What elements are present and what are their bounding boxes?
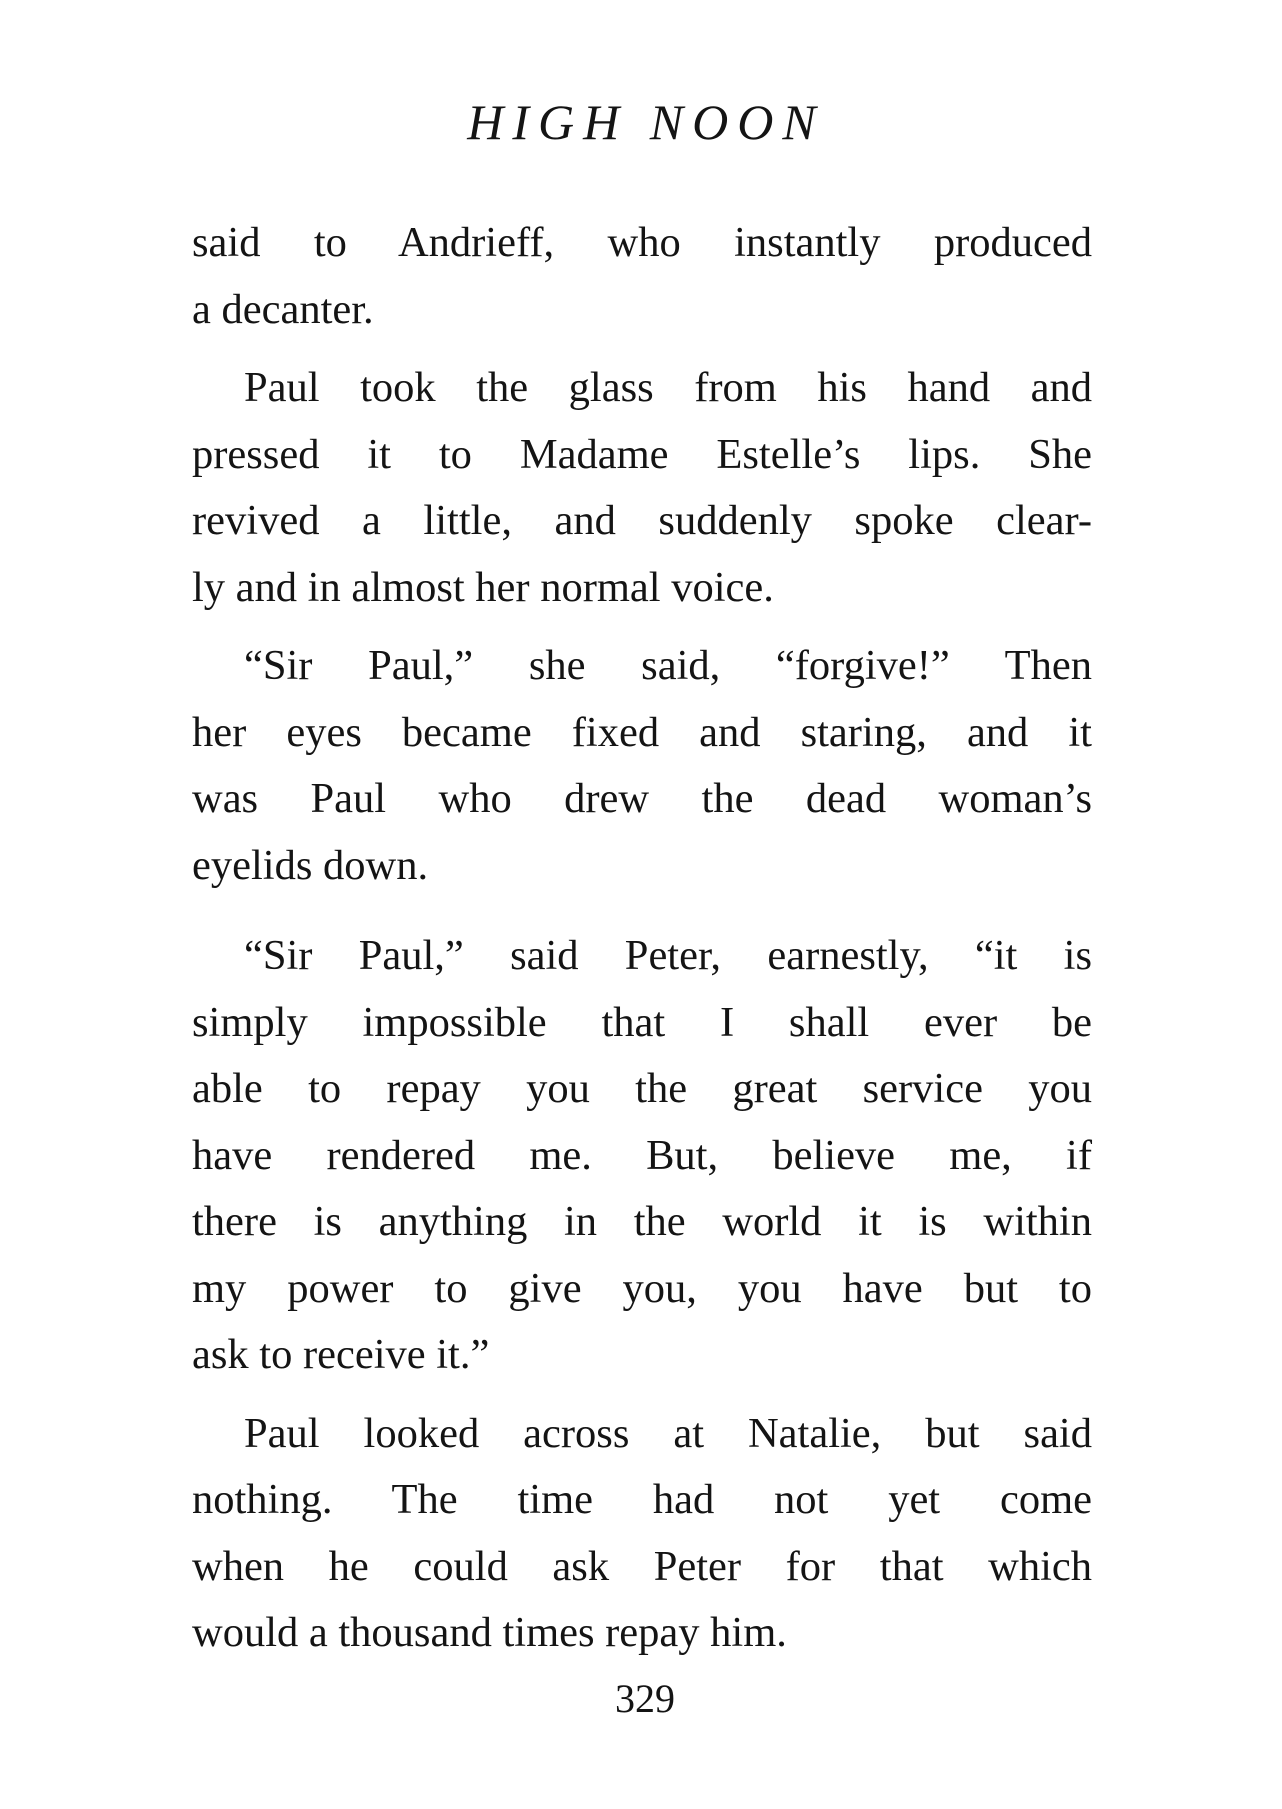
paragraph-gap [192,343,1092,355]
text-line: eyelids down. [192,841,429,889]
paragraph [192,923,1092,1389]
paragraph [192,1401,1092,1667]
text-line: Paul took the glass from his hand and [244,364,1092,411]
page-number: 329 [615,1676,675,1721]
text-line: ly and in almost her normal voice. [192,563,774,611]
text-line: pressed it to Madame Estelle’s lips. She [192,430,1092,478]
paragraph [192,355,1092,621]
section-break [192,899,1092,923]
text-line: “Sir Paul,” she said, “forgive!” Then [244,642,1092,689]
running-head: HIGH NOON [467,94,825,150]
body-text [192,210,1092,1667]
text-line: her eyes became fixed and staring, and it [192,708,1092,756]
text-line: a decanter. [192,285,374,333]
text-line: able to repay you the great service you [192,1065,1092,1112]
paragraph [192,210,1092,343]
text-line: was Paul who drew the dead woman’s [192,775,1092,822]
paragraph-gap [192,1389,1092,1401]
text-line: there is anything in the world it is within [192,1198,1092,1245]
text-line: would a thousand times repay him. [192,1609,787,1656]
text-line: have rendered me. But, believe me, if [192,1131,1092,1179]
text-line: ask to receive it.” [192,1331,490,1378]
text-line: nothing. The time had not yet come [192,1476,1092,1523]
text-line: revived a little, and suddenly spoke clear- [192,497,1092,544]
paragraph [192,633,1092,899]
text-line: my power to give you, you have but to [192,1264,1092,1312]
text-line: simply impossible that I shall ever be [192,998,1092,1046]
text-line: Paul looked across at Natalie, but said [244,1409,1092,1457]
text-line: “Sir Paul,” said Peter, earnestly, “it is [244,932,1092,979]
text-line: said to Andrieff, who instantly produced [192,219,1092,266]
paragraph-gap [192,621,1092,633]
text-line: when he could ask Peter for that which [192,1542,1092,1590]
